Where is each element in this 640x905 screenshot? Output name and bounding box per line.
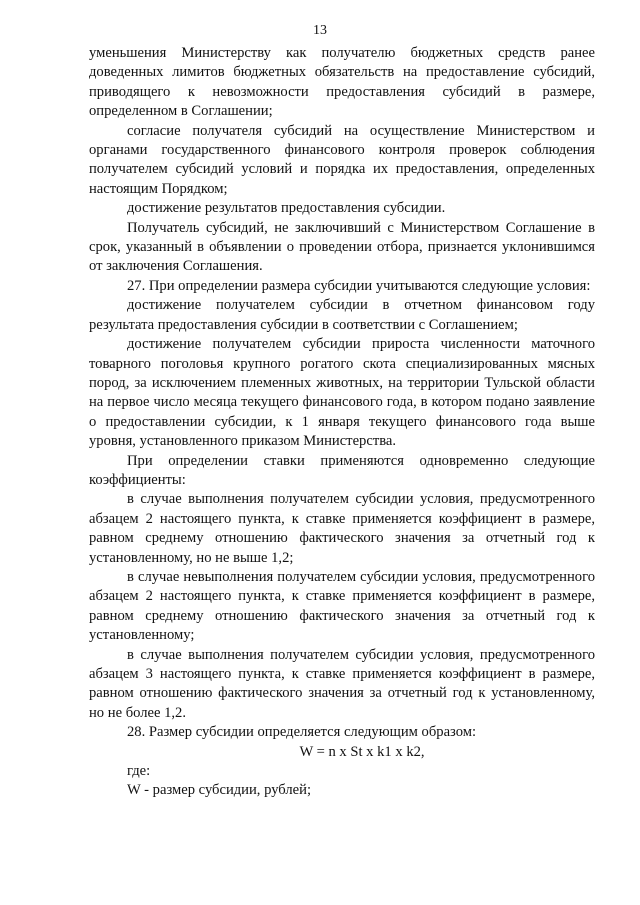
definition: W - размер субсидии, рублей; xyxy=(127,782,311,799)
paragraph: Получатель субсидий, не заключивший с Министерством Соглашение в срок, указанный в объявлении о проведении отбора, признается уклонившимся от заключения Соглашения. xyxy=(89,219,595,275)
paragraph: достижение результатов предоставления субсидии. xyxy=(127,200,446,217)
where-label: где: xyxy=(127,763,151,780)
paragraph: достижение получателем субсидии в отчетном финансовом году результата предоставления субсидии в соответствии с Соглашением; xyxy=(89,297,595,333)
paragraph: достижение получателем субсидии прироста численности маточного товарного поголовья крупного рогатого скота специализированных мясных пород, за исключением племенных животных, на территории Тульской области на первое число месяца текущего финансового года, в котором подано заявление о предоставлении субсидии, к 1 января текущего финансового года выше уровня, установленного приказом Министерства. xyxy=(89,336,595,450)
page-number: 13 xyxy=(313,23,327,38)
paragraph-item-28: 28. Размер субсидии определяется следующим образом: xyxy=(127,724,477,741)
paragraph: При определении ставки применяются одновременно следующие коэффициенты: xyxy=(89,452,595,488)
paragraph: уменьшения Министерству как получателю бюджетных средств ранее доведенных лимитов бюджетных обязательств на предоставление субсидий, приводящего к невозможности предоставления субсидий в размере, определенном в Соглашении; xyxy=(89,45,595,120)
document-body xyxy=(89,44,595,801)
paragraph: в случае невыполнения получателем субсидии условия, предусмотренного абзацем 2 настоящего пункта, к ставке применяется коэффициент в размере, равном среднему отношению фактического значения за отчетный год к установленному; xyxy=(89,568,595,644)
formula: W = n x St x k1 x k2, xyxy=(299,743,425,760)
paragraph: согласие получателя субсидий на осуществление Министерством и органами государственного финансового контроля проверок соблюдения получателем субсидий условий и порядка их предоставления, определенных настоящим Порядком; xyxy=(89,122,595,197)
paragraph-item-27: 27. При определении размера субсидии учитываются следующие условия: xyxy=(127,277,591,294)
paragraph: в случае выполнения получателем субсидии условия, предусмотренного абзацем 2 настоящего пункта, к ставке применяется коэффициент в размере, равном среднему отношению фактического значения за отчетный год к установленному, но не выше 1,2; xyxy=(89,491,595,566)
paragraph: в случае выполнения получателем субсидии условия, предусмотренного абзацем 3 настоящего пункта, к ставке применяется коэффициент в размере, равном отношению фактического значения за отчетный год к установленному, но не более 1,2. xyxy=(89,646,595,721)
